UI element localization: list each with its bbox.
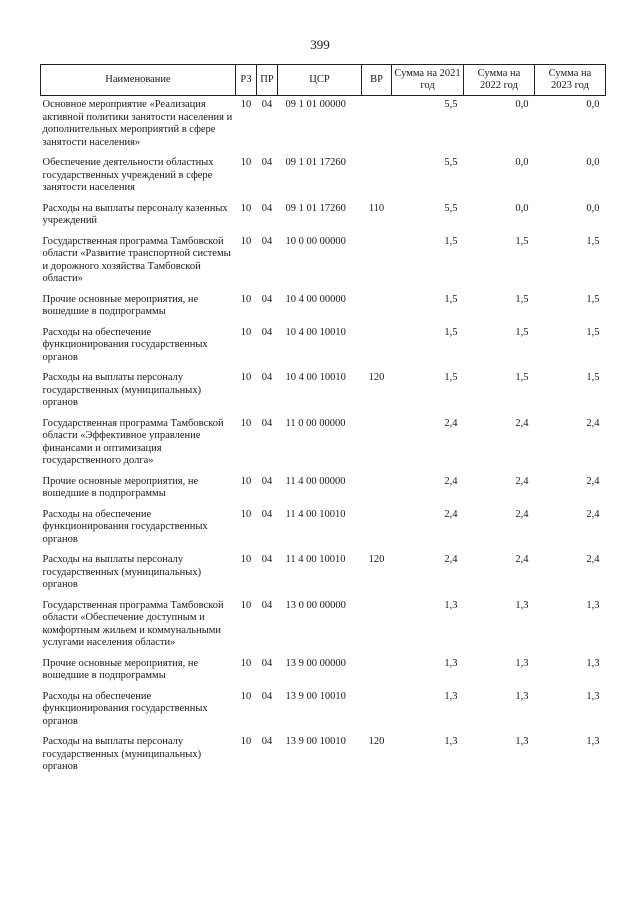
cell-sum-2021: 5,5 — [444, 99, 458, 110]
cell-vr: 120 — [368, 554, 385, 565]
cell-rz: 10 — [240, 554, 252, 565]
cell-sum-2023: 2,4 — [586, 417, 600, 429]
cell-vr — [362, 418, 392, 476]
cell-pr: 04 — [261, 99, 273, 110]
cell-vr — [362, 236, 392, 294]
cell-rz: 10 — [240, 475, 252, 487]
table-row — [41, 600, 606, 658]
cell-vr — [362, 157, 392, 203]
cell-sum-2023: 1,5 — [586, 326, 600, 338]
header-vr: ВР — [362, 65, 392, 96]
cell-pr: 04 — [261, 235, 273, 247]
cell-sum-2021: 2,4 — [444, 554, 458, 565]
cell-sum-2023: 1,3 — [586, 736, 600, 747]
cell-csr: 11 4 00 10010 — [285, 508, 346, 520]
cell-pr: 04 — [261, 508, 273, 520]
cell-name: Прочие основные мероприятия, не вошедшие в подпрограммы — [42, 293, 199, 317]
table-row — [41, 157, 606, 203]
table-row — [41, 736, 606, 782]
cell-csr: 13 0 00 00000 — [285, 599, 346, 611]
cell-sum-2022: 1,5 — [515, 372, 529, 383]
cell-rz: 10 — [240, 235, 252, 247]
cell-sum-2021: 2,4 — [444, 475, 458, 487]
cell-rz: 10 — [240, 599, 252, 611]
header-rz: РЗ — [236, 65, 257, 96]
cell-csr: 09 1 01 17260 — [285, 202, 346, 214]
cell-csr: 10 0 00 00000 — [285, 235, 346, 247]
cell-vr — [362, 658, 392, 691]
cell-vr — [362, 509, 392, 555]
cell-vr — [362, 600, 392, 658]
cell-sum-2023: 0,0 — [586, 202, 600, 214]
table-row — [41, 554, 606, 600]
cell-pr: 04 — [261, 690, 273, 702]
cell-sum-2021: 1,5 — [444, 372, 458, 383]
header-sum-2023: Сумма на 2023 год — [535, 65, 606, 96]
table-body — [41, 96, 606, 782]
cell-sum-2021: 2,4 — [444, 417, 458, 429]
cell-pr: 04 — [261, 293, 273, 305]
cell-sum-2021: 5,5 — [444, 202, 458, 214]
cell-csr: 10 4 00 10010 — [285, 372, 346, 383]
page-number: 399 — [310, 37, 330, 52]
cell-csr: 09 1 01 17260 — [285, 157, 346, 168]
cell-sum-2023: 1,5 — [586, 372, 600, 383]
cell-sum-2022: 2,4 — [515, 554, 529, 565]
cell-sum-2021: 1,3 — [444, 599, 458, 611]
cell-sum-2023: 0,0 — [586, 99, 600, 110]
cell-csr: 13 9 00 00000 — [285, 657, 346, 669]
table-row — [41, 203, 606, 236]
cell-sum-2021: 1,3 — [444, 657, 458, 669]
cell-name: Государственная программа Тамбовской области «Развитие транспортной системы и дорожного хозяйства Тамбовской области» — [42, 235, 231, 284]
cell-sum-2023: 1,5 — [586, 235, 600, 247]
cell-sum-2022: 2,4 — [515, 508, 529, 520]
header-sum-2022: Сумма на 2022 год — [464, 65, 535, 96]
cell-sum-2021: 1,5 — [444, 235, 458, 247]
cell-rz: 10 — [240, 417, 252, 429]
cell-sum-2021: 1,3 — [444, 736, 458, 747]
cell-name: Расходы на обеспечение функционирования государственных органов — [42, 690, 208, 727]
cell-pr: 04 — [261, 475, 273, 487]
cell-csr: 09 1 01 00000 — [285, 99, 346, 110]
cell-sum-2022: 1,3 — [515, 657, 529, 669]
cell-rz: 10 — [240, 202, 252, 214]
cell-sum-2021: 1,5 — [444, 326, 458, 338]
cell-vr: 120 — [368, 736, 385, 747]
cell-name: Расходы на выплаты персоналу государственных (муниципальных) органов — [42, 554, 202, 590]
cell-vr — [362, 294, 392, 327]
header-csr: ЦСР — [278, 65, 362, 96]
cell-pr: 04 — [261, 417, 273, 429]
cell-csr: 11 4 00 00000 — [285, 475, 346, 487]
cell-rz: 10 — [240, 736, 252, 747]
cell-csr: 11 0 00 00000 — [285, 417, 346, 429]
cell-rz: 10 — [240, 508, 252, 520]
cell-sum-2023: 1,5 — [586, 293, 600, 305]
cell-sum-2021: 1,5 — [444, 293, 458, 305]
cell-pr: 04 — [261, 736, 273, 747]
cell-sum-2023: 2,4 — [586, 475, 600, 487]
table-row — [41, 294, 606, 327]
cell-sum-2022: 2,4 — [515, 475, 529, 487]
table-row — [41, 236, 606, 294]
cell-rz: 10 — [240, 657, 252, 669]
cell-pr: 04 — [261, 599, 273, 611]
cell-rz: 10 — [240, 690, 252, 702]
cell-name: Государственная программа Тамбовской области «Обеспечение доступным и комфортным жильем и коммунальными услугами населения области» — [42, 599, 224, 648]
cell-name: Обеспечение деятельности областных государственных учреждений в сфере занятости населения — [42, 157, 214, 193]
cell-name: Расходы на обеспечение функционирования государственных органов — [42, 326, 208, 363]
cell-pr: 04 — [261, 202, 273, 214]
cell-csr: 13 9 00 10010 — [285, 736, 346, 747]
cell-sum-2023: 1,3 — [586, 657, 600, 669]
cell-vr: 120 — [368, 372, 385, 383]
cell-name: Расходы на обеспечение функционирования государственных органов — [42, 508, 208, 545]
cell-sum-2022: 1,3 — [515, 599, 529, 611]
cell-name: Прочие основные мероприятия, не вошедшие в подпрограммы — [42, 475, 199, 499]
header-name: Наименование — [41, 65, 236, 96]
table-row — [41, 658, 606, 691]
cell-rz: 10 — [240, 99, 252, 110]
cell-sum-2022: 1,3 — [515, 690, 529, 702]
cell-sum-2022: 0,0 — [515, 99, 529, 110]
cell-name: Основное мероприятие «Реализация активной политики занятости населения и дополнительных мероприятий в сфере занятости населения» — [42, 99, 233, 148]
cell-sum-2022: 0,0 — [515, 157, 529, 168]
cell-vr — [362, 476, 392, 509]
cell-sum-2022: 2,4 — [515, 417, 529, 429]
cell-name: Расходы на выплаты персоналу государственных (муниципальных) органов — [42, 372, 202, 408]
table-row — [41, 691, 606, 737]
cell-pr: 04 — [261, 554, 273, 565]
cell-sum-2023: 1,3 — [586, 599, 600, 611]
cell-sum-2023: 0,0 — [586, 157, 600, 168]
cell-pr: 04 — [261, 372, 273, 383]
table-header-row — [41, 65, 606, 96]
cell-csr: 10 4 00 10010 — [285, 326, 346, 338]
header-sum-2021: Сумма на 2021 год — [392, 65, 464, 96]
cell-rz: 10 — [240, 293, 252, 305]
cell-name: Расходы на выплаты персоналу казенных учреждений — [42, 202, 228, 226]
header-pr: ПР — [257, 65, 278, 96]
cell-vr — [362, 691, 392, 737]
cell-sum-2021: 1,3 — [444, 690, 458, 702]
cell-sum-2022: 1,5 — [515, 235, 529, 247]
cell-sum-2021: 5,5 — [444, 157, 458, 168]
cell-sum-2023: 2,4 — [586, 554, 600, 565]
cell-sum-2021: 2,4 — [444, 508, 458, 520]
cell-csr: 13 9 00 10010 — [285, 690, 346, 702]
cell-name: Расходы на выплаты персоналу государственных (муниципальных) органов — [42, 736, 202, 772]
cell-rz: 10 — [240, 372, 252, 383]
table-row — [41, 476, 606, 509]
table-row — [41, 327, 606, 373]
cell-csr: 11 4 00 10010 — [285, 554, 346, 565]
cell-name: Государственная программа Тамбовской области «Эффективное управление финансами и оптимизация государственного долга» — [42, 417, 224, 466]
cell-pr: 04 — [261, 657, 273, 669]
cell-sum-2022: 1,3 — [515, 736, 529, 747]
cell-pr: 04 — [261, 326, 273, 338]
cell-name: Прочие основные мероприятия, не вошедшие в подпрограммы — [42, 657, 199, 681]
cell-vr — [362, 327, 392, 373]
cell-vr — [362, 96, 392, 158]
table-row — [41, 96, 606, 158]
cell-csr: 10 4 00 00000 — [285, 293, 346, 305]
table-row — [41, 509, 606, 555]
cell-pr: 04 — [261, 157, 273, 168]
cell-sum-2022: 1,5 — [515, 293, 529, 305]
budget-table — [40, 64, 606, 782]
cell-vr: 110 — [368, 202, 385, 214]
cell-sum-2022: 0,0 — [515, 202, 529, 214]
table-row — [41, 372, 606, 418]
cell-rz: 10 — [240, 157, 252, 168]
cell-sum-2023: 1,3 — [586, 690, 600, 702]
cell-rz: 10 — [240, 326, 252, 338]
table-row — [41, 418, 606, 476]
cell-sum-2022: 1,5 — [515, 326, 529, 338]
cell-sum-2023: 2,4 — [586, 508, 600, 520]
